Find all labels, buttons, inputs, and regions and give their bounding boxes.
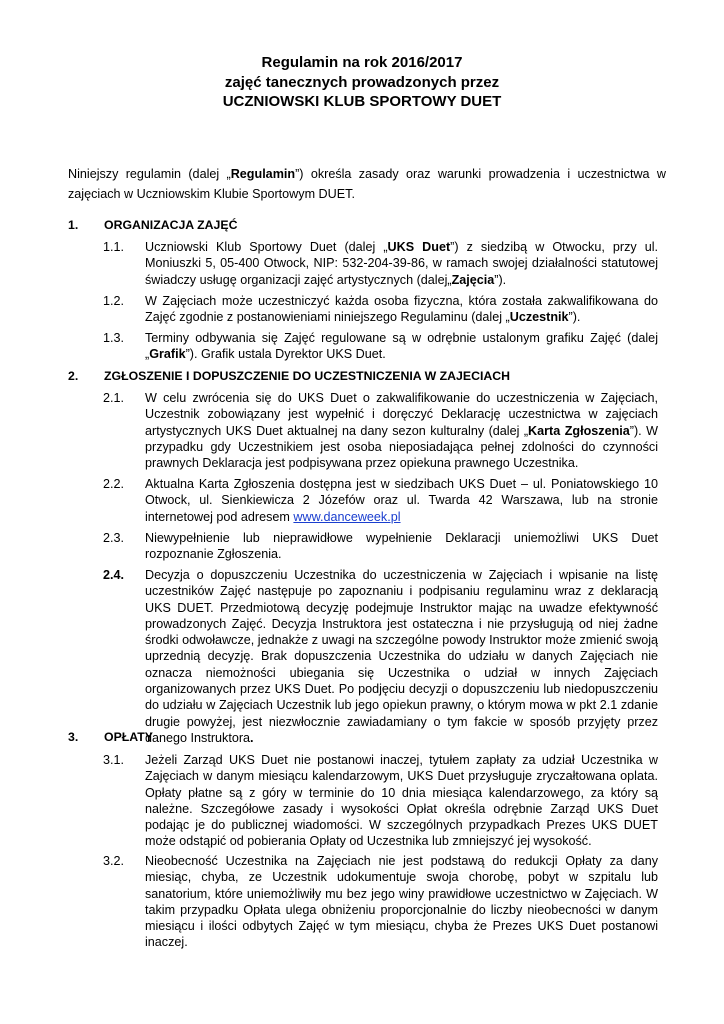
document-page: Regulamin na rok 2016/2017 zajęć tanecznych prowadzonych przez UCZNIOWSKI KLUB SPORTOWY DUET Niniejszy regulamin (dalej „Regulamin”) określa zasady oraz warunki prowadzenia i uczestnictwa w zajęciach w Uczniowskim Klubie Sportowym DUET. 1. ORGANIZACJA ZAJĘĆ 1.1. Uczniowski Klub Sportowy Duet (dalej „UKS Duet”) z siedzibą w Otwocku, przy ul. Moniuszki 5, 05-400 Otwock, NIP: 532-204-39-86, w ramach swojej działalności statutowej świadczy usługę organizacji zajęć artystycznych (dalej„Zajęcia”). 1.2. W Zajęciach może uczestniczyć każda osoba fizyczna, która została zakwalifikowana do Zajęć zgodnie z postanowieniami niniejszego Regulaminu (dalej „Uczestnik”). 1.3. Terminy odbywania się Zajęć regulowane są w odrębnie ustalonym grafiku Zajęć (dalej „Grafik”). Grafik ustala Dyrektor UKS Duet. 2. ZGŁOSZENIE I DOPUSZCZENIE DO UCZESTNICZENIA W ZAJECIACH 2.1. W celu zwrócenia się do UKS Duet o zakwalifikowanie do uczestniczenia w Zajęciach, Uczestnik zobowiązany jest wypełnić i doręczyć Deklarację uczestnictwa w zajęciach artystycznych UKS Duet aktualnej na dany sezon kulturalny (dalej „Karta Zgłoszenia”). W przypadku gdy Uczestnikiem jest osoba nieposiadająca pełnej zdolności do czynności prawnych Deklaracja jest podpisywana przez opiekuna prawnego Uczestnika. 2.2. Aktualna Karta Zgłoszenia dostępna jest w siedzibach UKS Duet – ul. Poniatowskiego 10 Otwock, ul. Sienkiewicza 2 Józefów oraz ul. Twarda 42 Warszawa, lub na stronie internetowej pod adresem www.danceweek.pl 2.3. Niewypełnienie lub nieprawidłowe wypełnienie Deklaracji uniemożliwi UKS Duet rozpoznanie Zgłoszenia. 2.4. Decyzja o dopuszczeniu Uczestnika do uczestniczenia w Zajęciach i wpisanie na listę uczestników Zajęć następuje po zapoznaniu i podpisaniu regulaminu wraz z deklaracją UKS DUET. Przedmiotową decyzję podejmuje Instruktor mając na uwadze efektywność prowadzonych Zajęć. Decyzja Instruktora jest ostateczna i nie przysługują od niej żadne środki odwoławcze, jednakże z uwagi na szczególne powody Instruktor może zmienić swoją uprzednią decyzję. Brak dopuszczenia Uczestnika do udziału w danych Zajęciach nie oznacza niemożności ubiegania się Uczestnika o udział w innych Zajęciach organizowanych przez UKS Duet. Po podjęciu decyzji o dopuszczeniu lub niedopuszczeniu do udziału w Zajęciach Uczestnik lub jego opiekun prawny, o którym mowa w pkt 2.1 zdanie drugie powyżej, jest niezwłocznie zawiadamiany o tym fakcie w sposób przyjęty przez danego Instruktora. 3. OPŁATY 3.1. Jeżeli Zarząd UKS Duet nie postanowi inaczej, tytułem zapłaty za udział Uczestnika w Zajęciach w danym miesiącu kalendarzowym, UKS Duet przysługuje zryczałtowana oplata. Opłaty płatne są z góry w terminie do 10 dnia miesiąca kalendarzowego, za który są należne. Szczegółowe zasady i wysokości Opłat określa odrębnie Zarząd UKS Duet podając je do publicznej wiadomości. W szczególnych przypadkach Prezes UKS DUET może odstąpić od pobierania Opłaty od Uczestnika lub zmniejszyć jej wysokość. 3.2. Nieobecność Uczestnika na Zajęciach nie jest podstawą do redukcji Opłaty za dany miesiąc, chyba, ze Uczestnik udokumentuje swoja chorobę, pobyt w szpitalu lub sanatorium, które uniemożliwiły mu bez jego winy prawidłowe uczestnictwo w Zajęciach. W takim przypadku Opłata ulega obniżeniu proporcjonalnie do liczby nieobecności w danym miesiącu i ilości odbytych Zajęć w tym miesiącu, chyba że Prezes UKS Duet postanowi inaczej. <box>0 0 724 1024</box>
title-line-2: zajęć tanecznych prowadzonych przez <box>224 73 500 91</box>
title-line-1: Regulamin na rok 2016/2017 <box>261 54 463 71</box>
intro-paragraph: Niniejszy regulamin (dalej „Regulamin”) określa zasady oraz warunki prowadzenia i uczestnictwa w zajęciach w Uczniowskim Klubie Sportowym DUET. <box>68 167 666 201</box>
title-line-3: UCZNIOWSKI KLUB SPORTOWY DUET <box>222 93 502 110</box>
document-title <box>0 53 724 112</box>
website-link[interactable]: www.danceweek.pl <box>293 509 401 524</box>
